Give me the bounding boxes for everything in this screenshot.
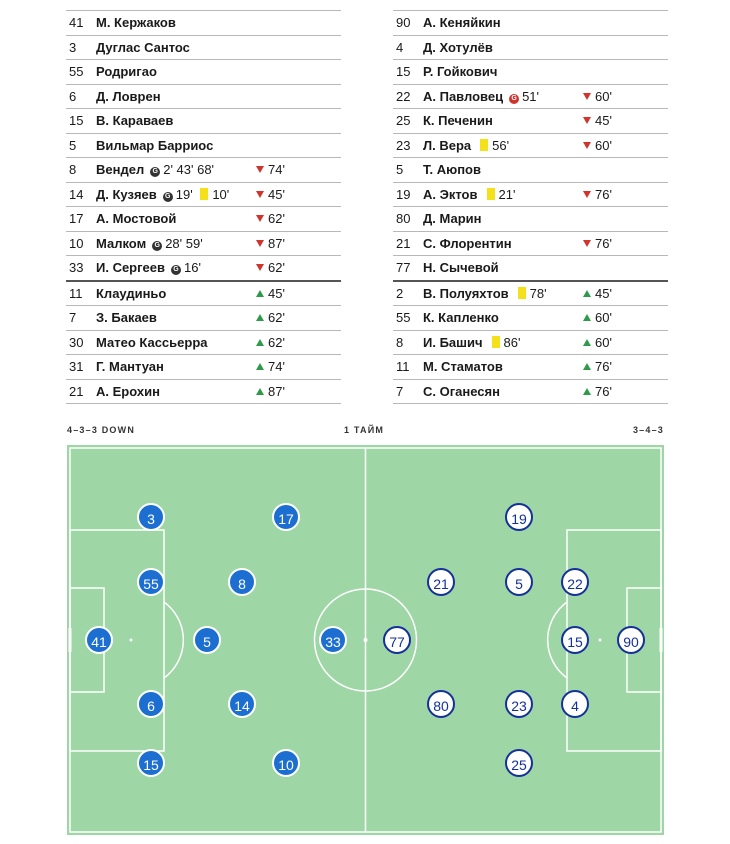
away-player-marker[interactable]: 5 [505, 568, 533, 596]
substitution-in [583, 306, 612, 330]
player-number: 55 [69, 64, 84, 79]
player-name-cell [96, 36, 190, 60]
substitution-minute: 60' [595, 334, 612, 350]
substitution-minute: 60' [595, 310, 612, 325]
player-name: Малком [96, 235, 147, 251]
player-number: 15 [69, 113, 84, 128]
substitution-minute: 76' [595, 383, 612, 399]
player-events [476, 138, 509, 153]
player-events [170, 260, 201, 275]
away-lineup-table [393, 10, 668, 404]
home-player-row [66, 232, 341, 257]
player-name-cell [423, 158, 481, 182]
player-name-cell [96, 207, 176, 231]
player-name: А. Кеняйкин [423, 15, 501, 30]
player-name-cell [96, 11, 176, 35]
player-number: 90 [396, 15, 411, 30]
player-name-cell [96, 109, 173, 133]
away-player-row [393, 207, 668, 232]
player-number: 41 [69, 15, 84, 30]
substitution-in [583, 282, 612, 306]
player-name: С. Флорентин [423, 235, 512, 251]
card-minute: 21' [498, 186, 516, 202]
substitution-in [256, 355, 285, 379]
player-name-cell [423, 331, 520, 355]
substitution-minute: 87' [268, 235, 285, 251]
player-name-cell [423, 282, 547, 306]
player-number: 22 [396, 88, 411, 104]
player-name: Р. Гойкович [423, 64, 498, 79]
player-events [488, 335, 521, 350]
player-number: 5 [69, 137, 77, 153]
arrow-down-icon [256, 240, 264, 247]
arrow-up-icon [583, 290, 591, 297]
player-number: 7 [396, 383, 404, 399]
home-player-row [66, 306, 341, 331]
player-events [162, 187, 230, 202]
goal-ball-icon: G [171, 265, 181, 275]
away-player-row [393, 109, 668, 134]
player-name-cell [96, 183, 229, 207]
arrow-up-icon [583, 314, 591, 321]
away-player-marker[interactable]: 90 [617, 626, 645, 654]
home-player-row [66, 10, 341, 36]
pitch [67, 445, 664, 835]
away-player-marker[interactable]: 21 [427, 568, 455, 596]
player-name-cell [423, 60, 497, 84]
player-name: А. Павловец [423, 88, 504, 104]
substitution-in [256, 306, 285, 330]
home-player-marker[interactable]: 5 [193, 626, 221, 654]
arrow-up-icon [256, 388, 264, 395]
away-player-marker[interactable]: 25 [505, 749, 533, 777]
home-player-marker[interactable]: 6 [137, 690, 165, 718]
substitution-out [256, 207, 285, 231]
player-number: 55 [396, 310, 411, 325]
home-player-marker[interactable]: 33 [319, 626, 347, 654]
arrow-down-icon [256, 264, 264, 271]
substitution-minute: 45' [268, 186, 285, 202]
player-number: 31 [69, 359, 84, 374]
substitution-in [583, 380, 612, 404]
substitution-minute: 76' [595, 235, 612, 251]
arrow-down-icon [256, 166, 264, 173]
goal-ball-icon: G [152, 241, 162, 251]
player-number: 80 [396, 211, 411, 226]
substitution-minute: 45' [595, 113, 612, 128]
home-player-row [66, 60, 341, 85]
home-player-row [66, 256, 341, 282]
substitution-minute: 74' [268, 359, 285, 374]
home-player-marker[interactable]: 3 [137, 503, 165, 531]
away-player-row [393, 331, 668, 356]
home-player-row [66, 282, 341, 307]
player-name-cell [423, 232, 512, 256]
home-player-row [66, 109, 341, 134]
player-number: 25 [396, 113, 411, 128]
substitution-minute: 87' [268, 383, 285, 399]
arrow-down-icon [583, 191, 591, 198]
player-name-cell [423, 85, 539, 109]
substitution-out [256, 232, 285, 256]
goal-minutes: 19' [175, 186, 193, 202]
player-name: В. Караваев [96, 113, 174, 128]
player-name-cell [96, 232, 203, 256]
away-player-row [393, 256, 668, 282]
home-player-row [66, 134, 341, 159]
arrow-up-icon [256, 339, 264, 346]
player-number: 10 [69, 235, 84, 251]
away-player-row [393, 232, 668, 257]
player-name-cell [423, 183, 515, 207]
away-player-row [393, 134, 668, 159]
substitution-out [583, 109, 612, 133]
away-player-row [393, 10, 668, 36]
substitution-minute: 60' [595, 137, 612, 153]
player-name: Матео Кассьерра [96, 334, 208, 350]
arrow-up-icon [583, 339, 591, 346]
away-player-marker[interactable]: 22 [561, 568, 589, 596]
away-player-marker[interactable]: 77 [383, 626, 411, 654]
home-player-row [66, 355, 341, 380]
home-player-marker[interactable]: 17 [272, 503, 300, 531]
goal-ball-icon: G [150, 167, 160, 177]
card-minute: 10' [212, 186, 230, 202]
player-number: 21 [396, 235, 411, 251]
substitution-minute: 74' [268, 162, 285, 177]
arrow-down-icon [583, 117, 591, 124]
arrow-up-icon [256, 314, 264, 321]
player-number: 6 [69, 88, 77, 104]
player-name: Л. Вера [423, 137, 472, 153]
player-name: М. Стаматов [423, 359, 503, 374]
player-name: З. Бакаев [96, 310, 157, 325]
player-number: 21 [69, 383, 84, 399]
home-player-marker[interactable]: 8 [228, 568, 256, 596]
substitution-out [256, 256, 285, 280]
player-name-cell [96, 306, 157, 330]
player-name: С. Оганесян [423, 383, 500, 399]
player-number: 2 [396, 285, 404, 301]
player-name: А. Эктов [423, 186, 478, 202]
player-name: М. Кержаков [96, 15, 176, 30]
yellow-card-icon [492, 336, 500, 348]
substitution-minute: 62' [268, 211, 285, 226]
arrow-down-icon [583, 240, 591, 247]
player-name: А. Мостовой [96, 211, 177, 226]
substitution-in [256, 282, 285, 306]
home-player-row [66, 183, 341, 208]
away-player-row [393, 282, 668, 307]
player-number: 8 [396, 334, 404, 350]
away-player-marker[interactable]: 19 [505, 503, 533, 531]
substitution-out [256, 158, 285, 182]
home-player-marker[interactable]: 14 [228, 690, 256, 718]
substitution-out [583, 134, 612, 158]
player-name-cell [423, 306, 499, 330]
away-player-marker[interactable]: 23 [505, 690, 533, 718]
player-events [483, 187, 516, 202]
player-name: Вильмар Барриос [96, 137, 214, 153]
player-name: Д. Кузяев [96, 186, 157, 202]
away-player-marker[interactable]: 4 [561, 690, 589, 718]
player-number: 3 [69, 39, 77, 55]
home-player-row [66, 331, 341, 356]
player-name-cell [423, 134, 509, 158]
away-player-row [393, 158, 668, 183]
home-lineup-table [66, 10, 341, 404]
player-name: Родригао [96, 64, 157, 79]
player-name-cell [423, 36, 493, 60]
arrow-down-icon [256, 215, 264, 222]
away-player-row [393, 60, 668, 85]
substitution-minute: 76' [595, 186, 612, 202]
player-number: 14 [69, 186, 84, 202]
arrow-down-icon [256, 191, 264, 198]
player-number: 8 [69, 162, 77, 177]
player-number: 30 [69, 334, 84, 350]
substitution-in [256, 380, 285, 404]
goal-ball-icon: G [163, 192, 173, 202]
player-events [151, 236, 203, 251]
player-name: Клаудиньо [96, 285, 167, 301]
home-player-row [66, 207, 341, 232]
card-minute: 78' [529, 285, 547, 301]
substitution-out [256, 183, 285, 207]
period-label: 1 ТАЙМ [344, 425, 385, 435]
arrow-down-icon [583, 142, 591, 149]
away-player-row [393, 36, 668, 61]
goal-minutes: 51' [522, 88, 540, 104]
substitution-minute: 60' [595, 88, 612, 104]
home-player-marker[interactable]: 55 [137, 568, 165, 596]
player-number: 11 [396, 359, 410, 374]
player-name: И. Башич [423, 334, 483, 350]
player-name-cell [423, 355, 503, 379]
goal-minutes: 28' 59' [165, 235, 203, 251]
arrow-up-icon [583, 363, 591, 370]
away-player-row [393, 355, 668, 380]
home-player-marker[interactable]: 10 [272, 749, 300, 777]
player-number: 33 [69, 260, 84, 275]
home-player-marker[interactable]: 15 [137, 749, 165, 777]
player-name-cell [96, 331, 207, 355]
away-player-marker[interactable]: 15 [561, 626, 589, 654]
player-name-cell [423, 207, 482, 231]
away-player-marker[interactable]: 80 [427, 690, 455, 718]
player-name-cell [423, 109, 493, 133]
substitution-minute: 76' [595, 359, 612, 374]
substitution-minute: 62' [268, 310, 285, 325]
player-number: 17 [69, 211, 84, 226]
substitution-in [256, 331, 285, 355]
away-formation-label: 3–4–3 [632, 425, 664, 435]
player-name-cell [96, 60, 157, 84]
player-name: К. Печенин [423, 113, 493, 128]
goal-minutes: 2' 43' 68' [163, 162, 215, 177]
substitution-minute: 62' [268, 260, 285, 275]
home-player-marker[interactable]: 41 [85, 626, 113, 654]
player-name: Д. Марин [423, 211, 482, 226]
player-number: 23 [396, 137, 411, 153]
substitution-out [583, 183, 612, 207]
player-name: Д. Ловрен [96, 88, 161, 104]
home-player-row [66, 85, 341, 110]
player-number: 77 [396, 260, 411, 275]
player-number: 15 [396, 64, 411, 79]
player-number: 19 [396, 186, 411, 202]
player-name-cell [423, 256, 499, 280]
arrow-up-icon [256, 290, 264, 297]
player-name: Т. Аюпов [423, 162, 481, 177]
player-number: 4 [396, 39, 404, 55]
player-name-cell [423, 11, 501, 35]
player-name: И. Сергеев [96, 260, 165, 275]
substitution-minute: 62' [268, 334, 285, 350]
player-number: 5 [396, 162, 404, 177]
yellow-card-icon [200, 188, 208, 200]
player-name: К. Капленко [423, 310, 499, 325]
player-name-cell [96, 380, 160, 404]
player-number: 7 [69, 310, 77, 325]
home-player-row [66, 158, 341, 183]
player-name: А. Ерохин [96, 383, 160, 399]
away-player-row [393, 380, 668, 405]
player-name-cell [423, 380, 500, 404]
player-name-cell [96, 256, 201, 280]
substitution-minute: 45' [595, 285, 612, 301]
player-name-cell [96, 85, 161, 109]
yellow-card-icon [518, 287, 526, 299]
player-name-cell [96, 282, 166, 306]
yellow-card-icon [487, 188, 495, 200]
home-player-row [66, 380, 341, 405]
arrow-up-icon [256, 363, 264, 370]
player-events [149, 162, 214, 177]
substitution-minute: 45' [268, 285, 285, 301]
player-name-cell [96, 134, 213, 158]
home-player-row [66, 36, 341, 61]
away-player-row [393, 183, 668, 208]
goal-minutes: 16' [184, 260, 201, 275]
player-name-cell [96, 355, 164, 379]
away-player-row [393, 85, 668, 110]
player-events [508, 89, 539, 104]
player-name: Н. Сычевой [423, 260, 499, 275]
player-name: Г. Мантуан [96, 359, 164, 374]
substitution-out [583, 232, 612, 256]
player-name: Вендел [96, 162, 145, 177]
yellow-card-icon [480, 139, 488, 151]
own-goal-icon: G [509, 94, 519, 104]
substitution-in [583, 331, 612, 355]
arrow-up-icon [583, 388, 591, 395]
player-name: Д. Хотулёв [423, 39, 493, 55]
player-name-cell [96, 158, 214, 182]
home-formation-label: 4–3–3 DOWN [67, 425, 136, 435]
arrow-down-icon [583, 93, 591, 100]
player-number: 11 [69, 285, 83, 301]
player-events [514, 286, 547, 301]
player-name: Дуглас Сантос [96, 39, 190, 55]
card-minute: 86' [503, 334, 521, 350]
player-name: В. Полуяхтов [423, 285, 509, 301]
substitution-out [583, 85, 612, 109]
card-minute: 56' [492, 137, 510, 153]
substitution-in [583, 355, 612, 379]
away-player-row [393, 306, 668, 331]
